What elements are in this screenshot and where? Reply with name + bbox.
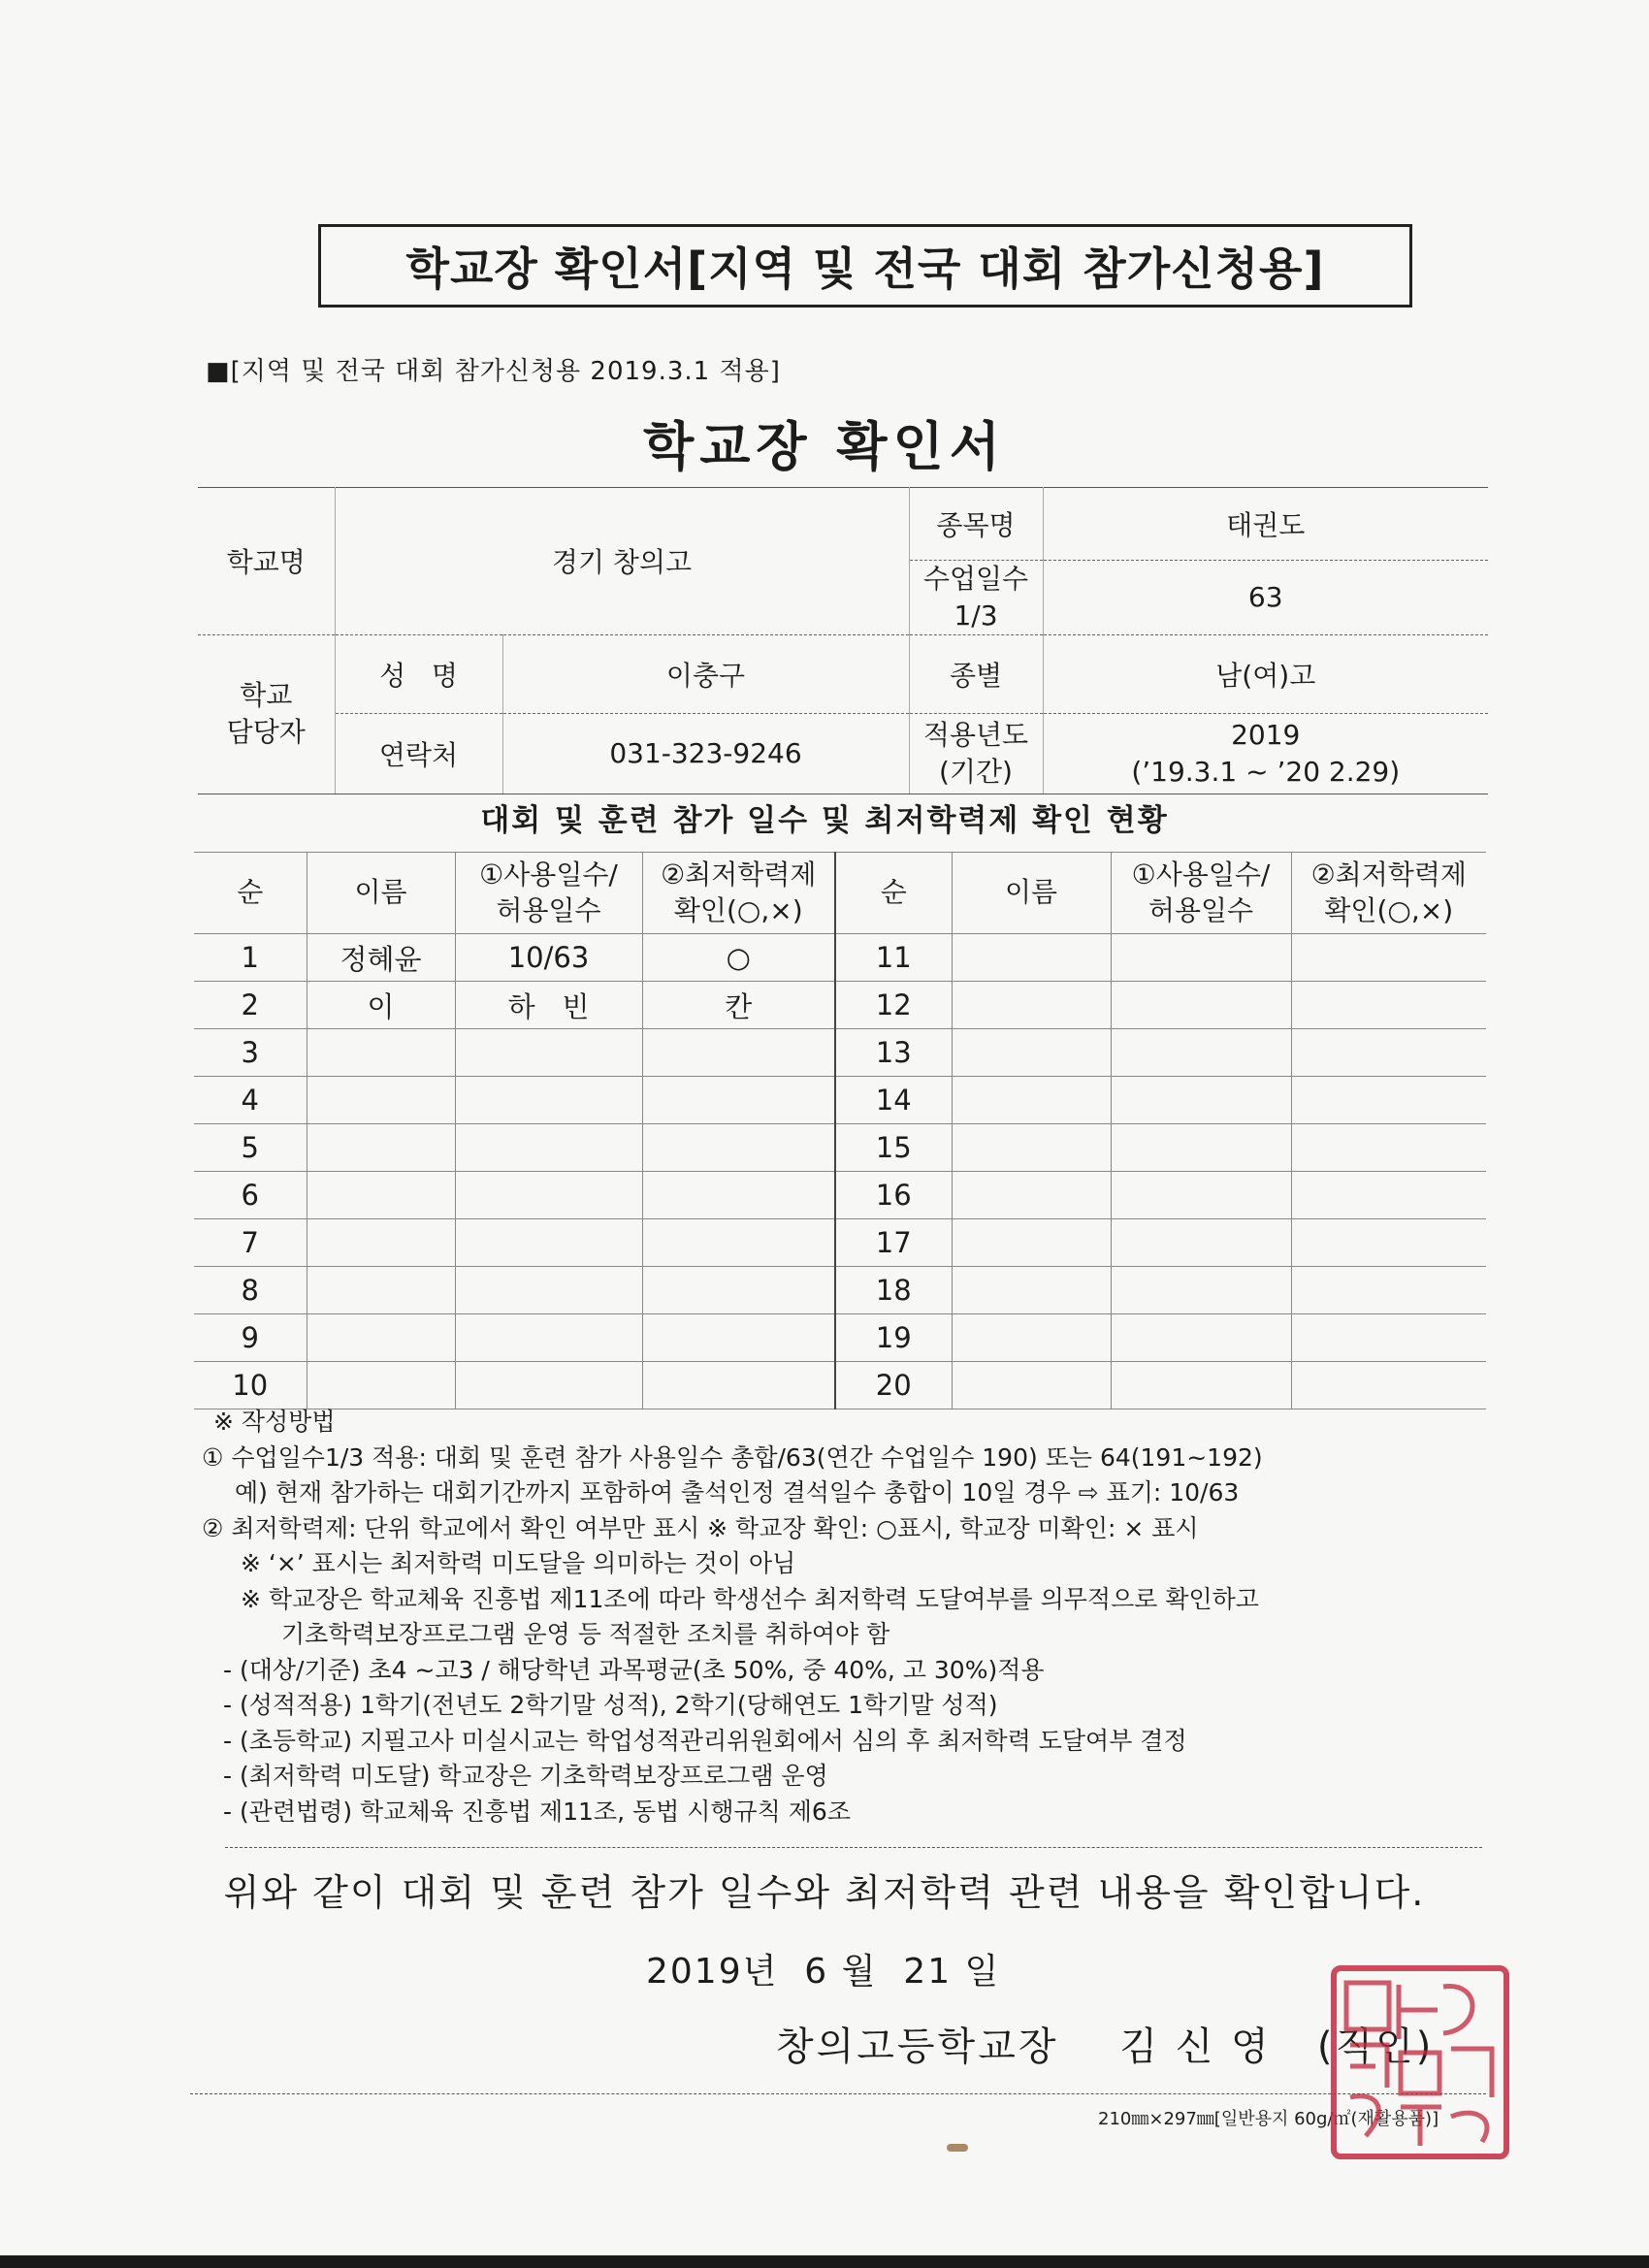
row-name-2 [952,1077,1111,1124]
document-title: 학교장 확인서 [643,416,1006,477]
row-days-2 [1111,1314,1291,1362]
header-title: 학교장 확인서[지역 및 전국 대회 참가신청용] [405,243,1325,295]
note-line: ※ ‘×’ 표시는 최저학력 미도달을 의미하는 것이 아님 [241,1549,796,1577]
principal-signature: 창의고등학교장 김 신 영 (직인) [776,2025,1435,2069]
issue-date: 2019년 6 월 21 일 [646,1952,1001,1992]
note-line: - (관련법령) 학교체육 진흥법 제11조, 동법 시행규칙 제6조 [223,1797,851,1826]
table-row [194,1172,1486,1219]
school-info-table [198,487,1488,794]
row-name-2 [952,1172,1111,1219]
row-no-2: 18 [835,1267,952,1314]
note-line: ② 최저학력제: 단위 학교에서 확인 여부만 표시 ※ 학교장 확인: ○표시, 학교장 미확인: × 표시 [202,1513,1199,1542]
row-check-2 [1291,982,1486,1029]
row-name-2 [952,1362,1111,1409]
type-value: 남(여)고 [1043,634,1488,713]
section-title: 대회 및 훈련 참가 일수 및 최저학력제 확인 현황 [480,803,1169,838]
scan-edge [0,2255,1649,2268]
row-days-2 [1111,1219,1291,1267]
grid-body [194,934,1486,1409]
row-days: 10/63 [455,934,642,982]
note-line: - (성적적용) 1학기(전년도 2학기말 성적), 2학기(당해연도 1학기말 성적) [223,1691,998,1719]
row-name [307,1029,455,1077]
year-label: 적용년도 (기간) [909,713,1043,794]
row-no: 10 [194,1362,307,1409]
table-row [194,934,1486,982]
table-row [194,1219,1486,1267]
row-days-2 [1111,1172,1291,1219]
row-check [642,1172,835,1219]
school-name-value: 경기 창의고 [335,488,909,635]
row-days: 하 빈 [455,982,642,1029]
row-name-2 [952,1267,1111,1314]
name-label: 성 명 [335,634,502,713]
paper-mark [947,2144,968,2152]
header-days: ①사용일수/ 허용일수 [455,853,642,934]
note-line: - (최저학력 미도달) 학교장은 기초학력보장프로그램 운영 [223,1762,828,1790]
row-days-2 [1111,1267,1291,1314]
note-line: 예) 현재 참가하는 대회기간까지 포함하여 출석인정 결석일수 총합이 10일 경우 ⇨ 표기: 10/63 [235,1478,1240,1507]
row-check-2 [1291,934,1486,982]
participation-grid [194,852,1486,1409]
header-name: 이름 [307,853,455,934]
note-line: 기초학력보장프로그램 운영 등 적절한 조치를 취하여야 함 [281,1620,890,1648]
row-name: 정혜윤 [307,934,455,982]
row-check-2 [1291,1219,1486,1267]
row-name [307,1362,455,1409]
table-row [194,1267,1486,1314]
row-check-2 [1291,1029,1486,1077]
row-days-2 [1111,934,1291,982]
note-line: ※ 학교장은 학교체육 진흥법 제11조에 따라 학생선수 최저학력 도달여부를 의무적으로 확인하고 [241,1584,1259,1613]
row-days-2 [1111,1124,1291,1172]
phone-value: 031-323-9246 [502,713,909,794]
type-label: 종별 [909,634,1043,713]
row-name-2 [952,1029,1111,1077]
row-check: ○ [642,934,835,982]
year-value: 2019 (’19.3.1 ~ ’20 2.29) [1043,713,1488,794]
table-row [194,1314,1486,1362]
row-no-2: 15 [835,1124,952,1172]
row-days [455,1219,642,1267]
header-days-2: ①사용일수/ 허용일수 [1111,853,1291,934]
row-check-2 [1291,1314,1486,1362]
row-days-2 [1111,1029,1291,1077]
row-no: 5 [194,1124,307,1172]
name-value: 이충구 [502,634,909,713]
row-name [307,1077,455,1124]
row-no-2: 14 [835,1077,952,1124]
row-check-2 [1291,1124,1486,1172]
row-check [642,1314,835,1362]
row-check-2 [1291,1362,1486,1409]
row-no-2: 16 [835,1172,952,1219]
header-title-box [318,224,1412,308]
row-no: 2 [194,982,307,1029]
row-check [642,1219,835,1267]
table-row [194,1077,1486,1124]
row-days-2 [1111,1077,1291,1124]
row-days-2 [1111,1362,1291,1409]
header-no: 순 [194,853,307,934]
row-name [307,1314,455,1362]
paper-spec: 210㎜×297㎜[일반용지 60g/㎡(재활용품)] [1098,2109,1439,2129]
row-name [307,1124,455,1172]
row-no-2: 11 [835,934,952,982]
row-days [455,1362,642,1409]
row-name [307,1267,455,1314]
divider [225,1847,1482,1848]
row-no: 4 [194,1077,307,1124]
row-no: 1 [194,934,307,982]
row-no: 6 [194,1172,307,1219]
row-check [642,1124,835,1172]
row-check [642,1077,835,1124]
row-name-2 [952,982,1111,1029]
row-check-2 [1291,1267,1486,1314]
row-days [455,1172,642,1219]
row-days [455,1314,642,1362]
row-days [455,1267,642,1314]
days-value: 63 [1043,561,1488,635]
table-row [194,1362,1486,1409]
row-check [642,1267,835,1314]
days-label: 수업일수 1/3 [909,561,1043,635]
seal-glyph-icon [1337,1971,1504,2154]
event-value: 태권도 [1043,488,1488,561]
school-name-label: 학교명 [198,488,335,635]
row-check [642,1362,835,1409]
note-line: - (대상/기준) 초4 ~고3 / 해당학년 과목평균(초 50%, 중 40%, 고 30%)적용 [223,1655,1045,1684]
instructions [202,1405,1492,1830]
row-no-2: 20 [835,1362,952,1409]
note-line: - (초등학교) 지필고사 미실시교는 학업성적관리위원회에서 심의 후 최저학력 도달여부 결정 [223,1726,1187,1755]
row-name-2 [952,1124,1111,1172]
row-no-2: 17 [835,1219,952,1267]
header-check: ②최저학력제 확인(○,×) [642,853,835,934]
row-check-2 [1291,1172,1486,1219]
header-name-2: 이름 [952,853,1111,934]
note-line: ① 수업일수1/3 적용: 대회 및 훈련 참가 사용일수 총합/63(연간 수업일수 190) 또는 64(191~192) [202,1442,1263,1472]
table-row [194,1124,1486,1172]
row-name-2 [952,1314,1111,1362]
row-name-2 [952,1219,1111,1267]
row-no: 3 [194,1029,307,1077]
row-check [642,1029,835,1077]
notes-heading: ※ 작성방법 [213,1408,336,1436]
official-seal-stamp [1331,1965,1509,2159]
row-no-2: 13 [835,1029,952,1077]
row-check: 칸 [642,982,835,1029]
row-no: 8 [194,1267,307,1314]
table-row [194,1029,1486,1077]
row-name [307,1219,455,1267]
applicability-notice: ■[지역 및 전국 대회 참가신청용 2019.3.1 적용] [206,357,781,386]
phone-label: 연락처 [335,713,502,794]
row-no: 9 [194,1314,307,1362]
divider [190,2093,1486,2094]
row-days [455,1124,642,1172]
row-name: 이 [307,982,455,1029]
row-no: 7 [194,1219,307,1267]
row-name-2 [952,934,1111,982]
confirmation-statement: 위와 같이 대회 및 훈련 참가 일수와 최저학력 관련 내용을 확인합니다. [223,1871,1426,1914]
row-no-2: 19 [835,1314,952,1362]
row-no-2: 12 [835,982,952,1029]
header-check-2: ②최저학력제 확인(○,×) [1291,853,1486,934]
event-label: 종목명 [909,488,1043,561]
row-check-2 [1291,1077,1486,1124]
contact-person-label: 학교 담당자 [198,634,335,794]
row-name [307,1172,455,1219]
row-days [455,1029,642,1077]
header-no-2: 순 [835,853,952,934]
table-row [194,982,1486,1029]
row-days [455,1077,642,1124]
row-days-2 [1111,982,1291,1029]
